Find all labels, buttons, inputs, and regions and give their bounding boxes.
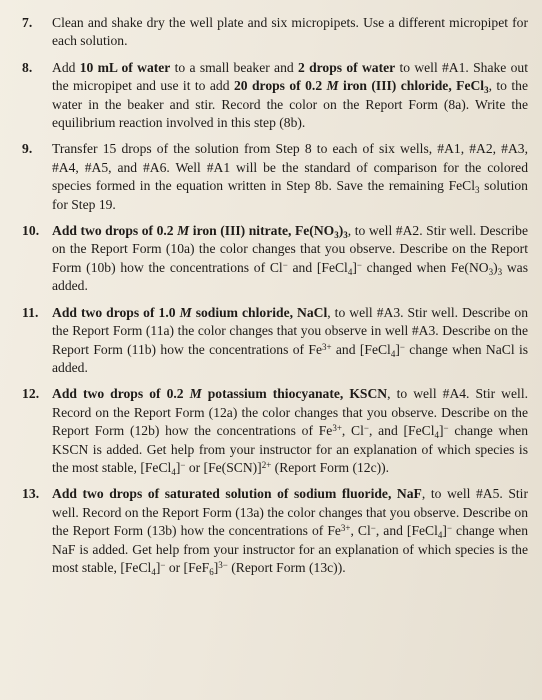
step-text: Add two drops of 0.2 M potassium thiocyanate, KSCN, to well #A4. Stir well. Record on the Report Form (12a) the color changes that you observe. Describe on the Report Form (12b) how the concentrations of $Fe^{3+}$, Cl−, and [FeCl$_4$]− change when KSCN is added. Get help from your instructor for an explanation of which species is the most stable, [FeCl$_4$]− or $[Fe(SCN)]^{2+}$ (Report Form (12c)). bbox=[52, 386, 529, 477]
step-text: Add two drops of saturated solution of sodium fluoride, NaF, to well #A5. Stir well. Record on the Report Form (13a) the color changes that you observe. Describe on the Report Form (13b) how the concentrations of $Fe^{3+}$, Cl−, and [FeCl$_4$]− change when NaF is added. Get help from your instructor for an explanation of which species is the most stable, [FeCl$_4$]− or $[FeF_6]^{3-}$ (Report Form (13c)). bbox=[52, 486, 529, 577]
step-number: 11. bbox=[22, 304, 39, 320]
step-8 bbox=[22, 59, 528, 133]
step-9 bbox=[22, 140, 528, 214]
step-10 bbox=[22, 222, 528, 296]
step-text: Transfer 15 drops of the solution from Step 8 to each of six wells, #A1, #A2, #A3, #A4, #A5, and #A6. Well #A1 will be the standard of comparison for the colored species formed in the equation written in Step 8b. Save the remaining FeCl$_3$ solution for Step 19. bbox=[52, 141, 528, 212]
step-number: 12. bbox=[22, 386, 40, 402]
step-number: 9. bbox=[22, 141, 33, 157]
step-number: 7. bbox=[22, 15, 33, 30]
step-text: Clean and shake dry the well plate and six micropipets. Use a different micropipet for each solution. bbox=[52, 15, 528, 49]
step-12 bbox=[22, 385, 528, 477]
step-text: Add 10 mL of water to a small beaker and 2 drops of water to well #A1. Shake out the micropipet and use it to add 20 drops of 0.2 M iron (III) chloride, FeCl$_3$, to the water in the beaker and stir. Record the color on the Report Form (8a). Write the equilibrium reaction involved in this step (8b). bbox=[52, 59, 528, 131]
step-text: Add two drops of 0.2 M iron (III) nitrate, $Fe(NO_3)_3$, to well #A2. Stir well. Describe on the Report Form (10a) the color changes that you observe. Describe on the Report Form (10b) how the concentrations of Cl− and [FeCl$_4$]− changed when $Fe(NO_3)_3$ was added. bbox=[52, 223, 529, 294]
step-number: 10. bbox=[22, 223, 40, 239]
step-number: 13. bbox=[22, 486, 40, 502]
step-number: 8. bbox=[22, 59, 33, 75]
step-13 bbox=[22, 485, 528, 577]
step-7 bbox=[22, 14, 528, 51]
step-text: Add two drops of 1.0 M sodium chloride, NaCl, to well #A3. Stir well. Describe on the Report Form (11a) the color changes that you observe in well #A3. Describe on the Report Form (11b) how the concentrations of $Fe^{3+}$ and [FeCl$_4$]− change when NaCl is added. bbox=[52, 304, 529, 375]
step-11 bbox=[22, 304, 528, 378]
